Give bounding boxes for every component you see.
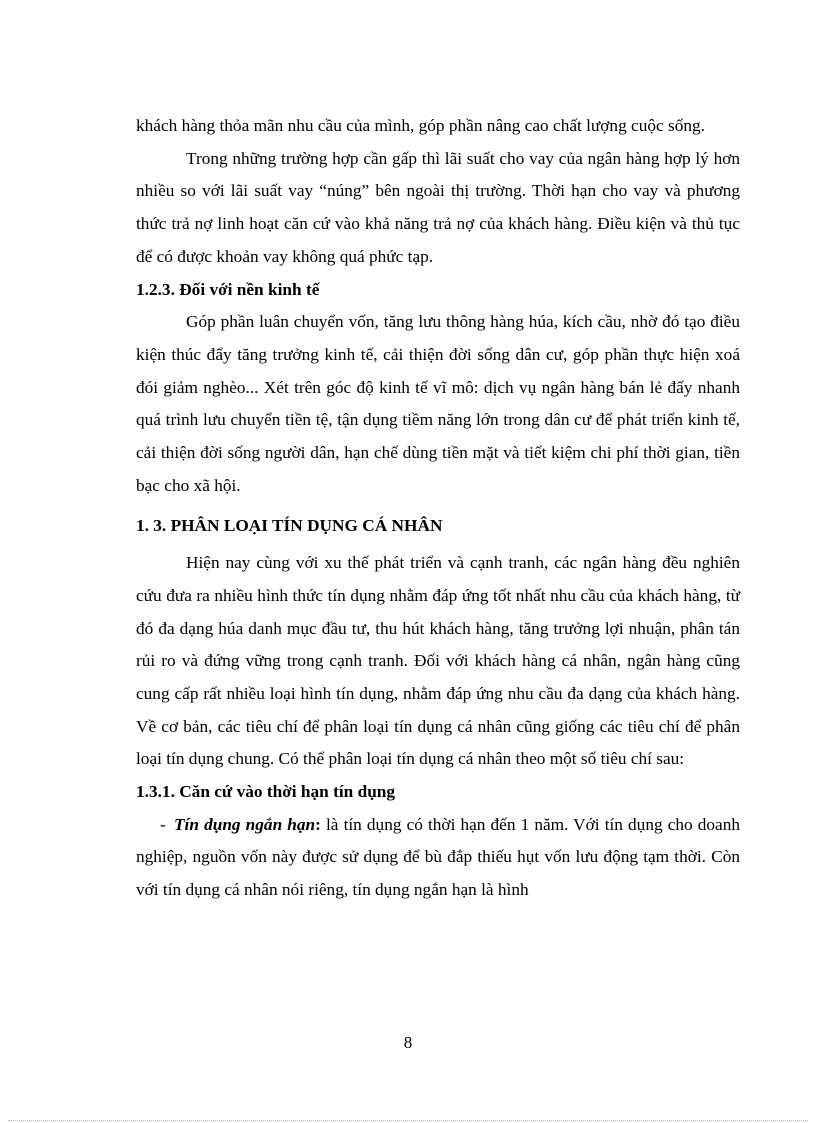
bullet-text: là tín dụng có thời hạn đến 1 năm. Với tín dụng cho doanh nghiệp, nguồn vốn này được sử dụng để bù đắp thiếu hụt vốn lưu động tạm thời. Còn với tín dụng cá nhân nói riêng, tín dụng ngắn hạn là hình	[136, 814, 740, 900]
page-number: 8	[403, 1033, 413, 1052]
section-heading-1-3-1: 1.3.1. Căn cứ vào thời hạn tín dụng	[136, 782, 396, 802]
bullet-colon: :	[315, 814, 321, 834]
page-bottom-divider	[8, 1120, 808, 1121]
paragraph-economy: Góp phần luân chuyển vốn, tăng lưu thông hàng húa, kích cầu, nhờ đó tạo điều kiện thúc đẩy tăng trưởng kinh tế, cải thiện đời sống dân cư, góp phần thực hiện xoá đói giảm nghèo... Xét trên góc độ kinh tế vĩ mô: dịch vụ ngân hàng bán lẻ đẩy nhanh quá trình lưu chuyển tiền tệ, tận dụng tiềm năng lớn trong dân cư để phát triển kinh tế, cải thiện đời sống người dân, hạn chế dùng tiền mặt và tiết kiệm chi phí thời gian, tiền bạc cho xã hội.	[136, 312, 740, 495]
page-body	[136, 110, 740, 907]
section-heading-1-3: 1. 3. PHÂN LOẠI TÍN DỤNG CÁ NHÂN	[136, 516, 443, 536]
section-heading-1-2-3: 1.2.3. Đối với nền kinh tế	[136, 279, 320, 299]
bullet-dash: -	[160, 814, 166, 834]
paragraph-continuation: khách hàng thỏa mãn nhu cầu của mình, góp phần nâng cao chất lượng cuộc sống.	[136, 116, 705, 135]
bullet-term: Tín dụng ngắn hạn	[174, 814, 316, 834]
bullet-short-term-credit	[136, 809, 740, 907]
paragraph-interest-rate: Trong những trường hợp cần gấp thì lãi suất cho vay của ngân hàng hợp lý hơn nhiều so với lãi suất vay “núng” bên ngoài thị trường. Thời hạn cho vay và phương thức trả nợ linh hoạt căn cứ vào khả năng trả nợ của khách hàng. Điều kiện và thủ tục để có được khoản vay không quá phức tạp.	[136, 148, 740, 266]
paragraph-classification: Hiện nay cùng với xu thế phát triển và cạnh tranh, các ngân hàng đều nghiên cứu đưa ra nhiều hình thức tín dụng nhằm đáp ứng tốt nhất nhu cầu của khách hàng, từ đó đa dạng húa danh mục đầu tư, thu hút khách hàng, tăng trưởng lợi nhuận, phân tán rủi ro và đứng vững trong cạnh tranh. Đối với khách hàng cá nhân, ngân hàng cũng cung cấp rất nhiều loại hình tín dụng, nhằm đáp ứng nhu cầu đa dạng của khách hàng. Về cơ bản, các tiêu chí để phân loại tín dụng cá nhân cũng giống các tiêu chí để phân loại tín dụng chung. Có thể phân loại tín dụng cá nhân theo một số tiêu chí sau:	[136, 553, 740, 769]
